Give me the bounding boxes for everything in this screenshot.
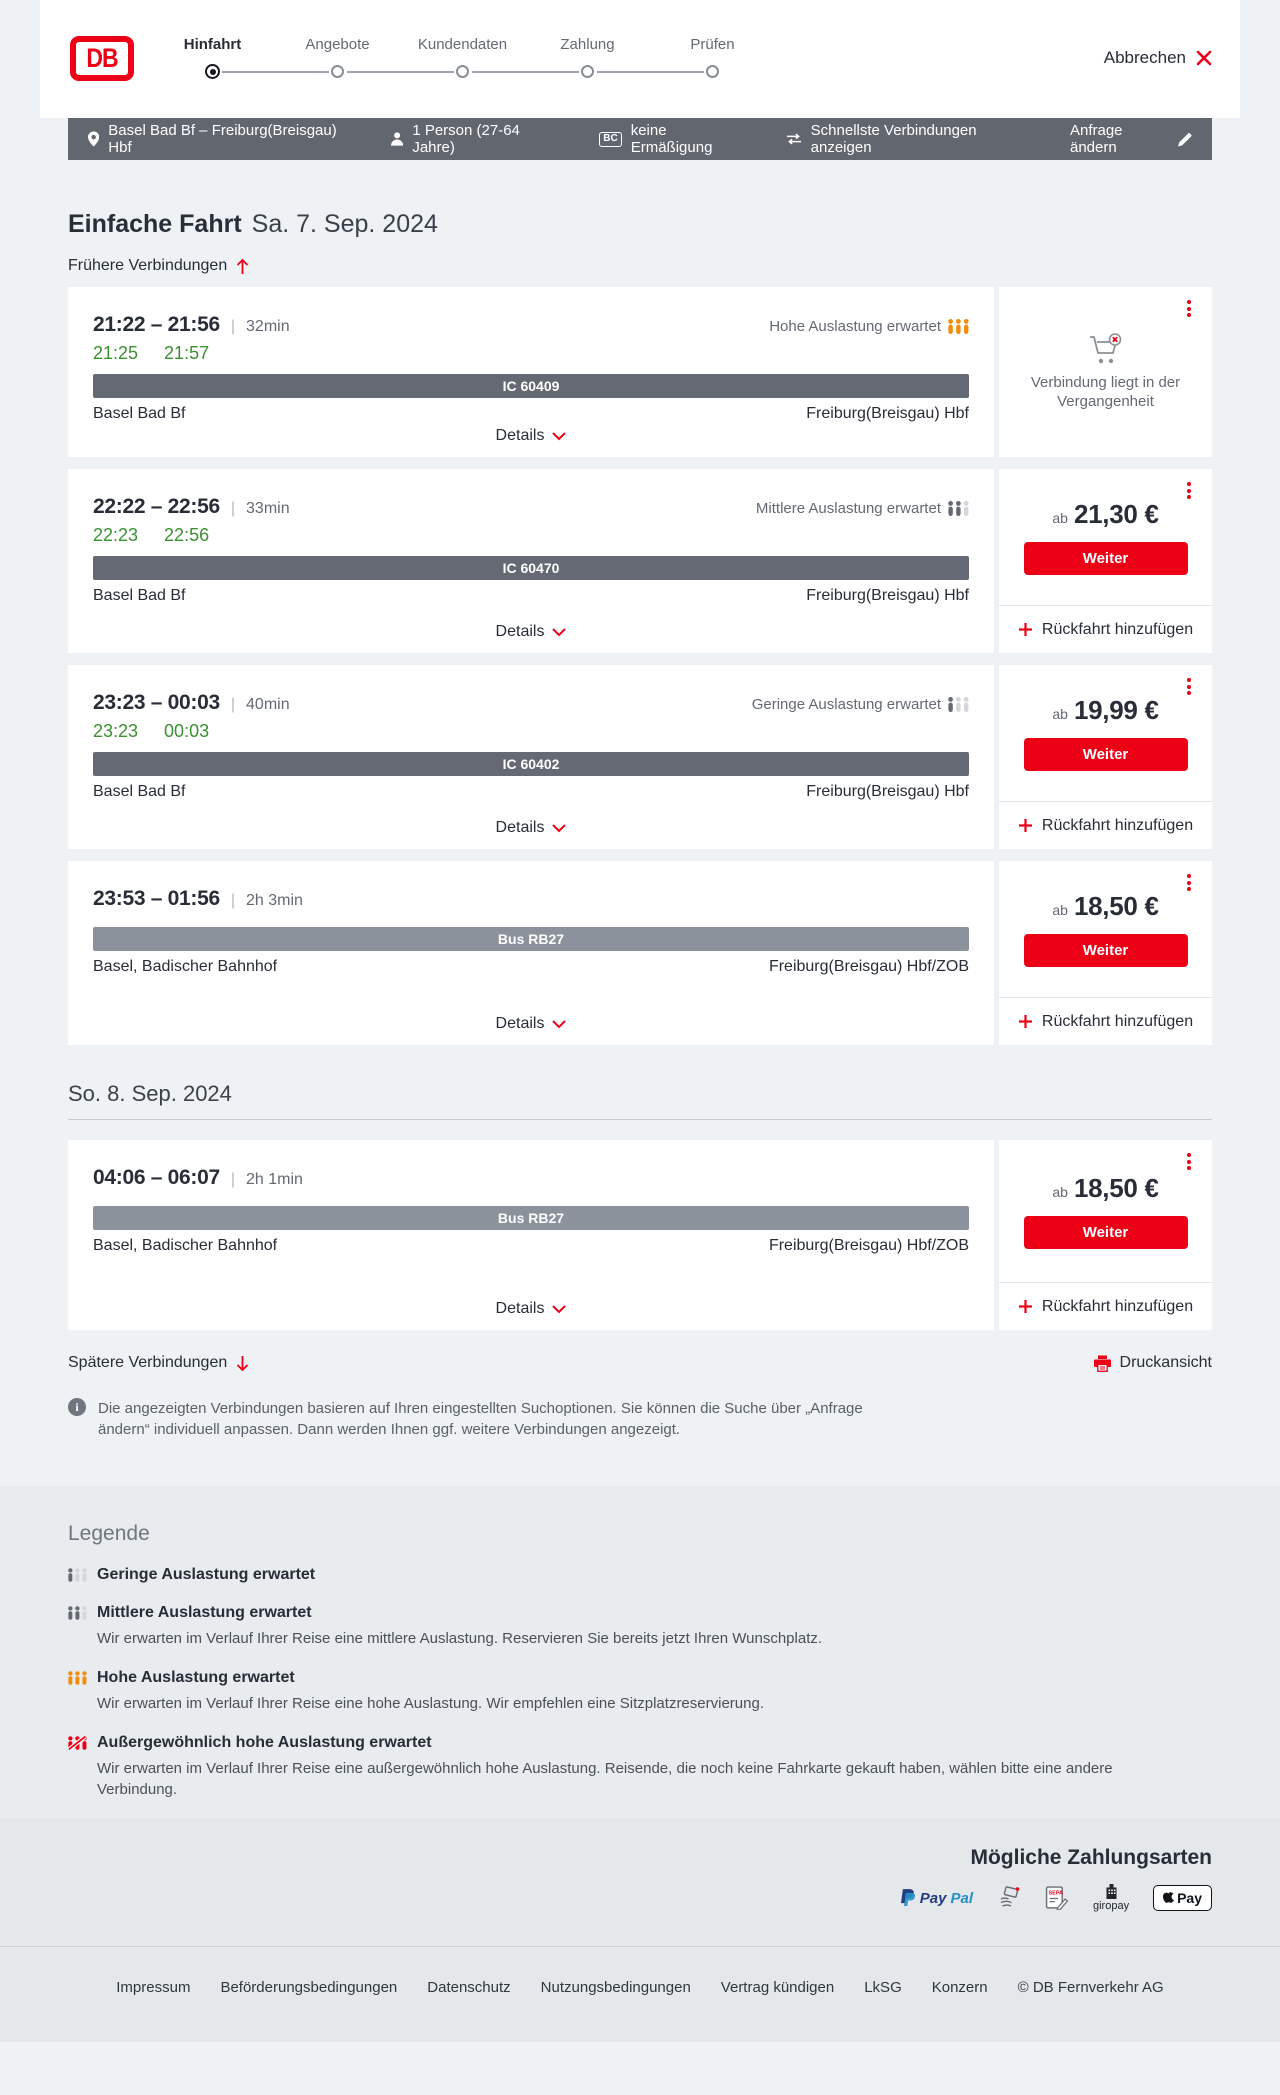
details-label: Details [495, 427, 545, 444]
legend-item-low [68, 1566, 1212, 1584]
chevron-down-icon [552, 432, 566, 441]
occupancy-indicator [756, 500, 969, 517]
apple-pay-badge: Pay [1153, 1885, 1212, 1911]
train-segment-bar[interactable] [93, 752, 969, 776]
bahncard-icon: BC [599, 132, 621, 147]
price-prefix: ab [1052, 706, 1068, 722]
step-hinfahrt[interactable] [150, 36, 275, 79]
connection-card [68, 665, 1212, 849]
occupancy-low-icon [948, 697, 969, 712]
actual-arrival: 21:57 [164, 343, 210, 363]
arrival-station: Freiburg(Breisgau) Hbf [806, 405, 969, 422]
departure-station: Basel Bad Bf [93, 587, 186, 604]
direct-payment-icon [997, 1886, 1021, 1910]
plus-icon [1018, 1014, 1033, 1029]
step-pruefen[interactable] [650, 36, 775, 79]
occupancy-high-icon [68, 1671, 87, 1685]
transfer-arrows-icon [786, 133, 802, 145]
svg-text:SEPA: SEPA [1048, 1890, 1063, 1897]
fastest-text: Schnellste Verbindungen anzeigen [810, 122, 977, 156]
add-return-button[interactable] [999, 1282, 1212, 1330]
abort-label: Abbrechen [1103, 48, 1186, 67]
footer-link-nutzungsbedingungen[interactable]: Nutzungsbedingungen [540, 1979, 691, 1996]
connection-side-panel [999, 469, 1212, 653]
cart-unavailable-icon [1088, 333, 1124, 365]
progress-steps [150, 36, 775, 79]
footer-link-lksg[interactable]: LkSG [864, 1979, 902, 1996]
giropay-icon [1103, 1884, 1120, 1899]
passengers-summary[interactable] [391, 122, 557, 156]
connection-main [68, 665, 994, 849]
legend-title: Legende [68, 1522, 150, 1545]
chevron-down-icon [552, 1020, 566, 1029]
weiter-button[interactable]: Weiter [1024, 738, 1188, 771]
occupancy-medium-icon [948, 501, 969, 516]
close-icon [1196, 50, 1212, 66]
arrival-station: Freiburg(Breisgau) Hbf/ZOB [768, 958, 969, 975]
details-label: Details [495, 623, 545, 640]
price-value: 18,50 € [1073, 1173, 1159, 1203]
occupancy-low-icon [68, 1568, 87, 1582]
change-request-button[interactable] [1070, 122, 1192, 156]
connection-times: 23:23 – 00:03 [93, 691, 220, 714]
db-logo-text: DB [86, 42, 118, 73]
passengers-text: 1 Person (27-64 Jahre) [412, 122, 520, 156]
location-pin-icon [88, 131, 99, 147]
train-number: IC 60409 [502, 378, 560, 394]
legend-item-very-high [68, 1734, 1212, 1752]
add-return-label: Rückfahrt hinzufügen [1041, 1297, 1194, 1315]
occupancy-very-high-icon [68, 1736, 87, 1750]
price-value: 18,50 € [1073, 891, 1159, 921]
connection-duration: 2h 3min [246, 892, 303, 909]
paypal-icon [901, 1889, 916, 1907]
train-number: IC 60402 [502, 756, 560, 772]
chevron-down-icon [552, 628, 566, 637]
bus-segment-bar[interactable] [93, 1206, 969, 1230]
app-header [40, 0, 1240, 118]
occupancy-high-icon [948, 319, 969, 334]
occupancy-label: Geringe Auslastung erwartet [751, 696, 941, 713]
add-return-button[interactable] [999, 605, 1212, 653]
legend-item-description: Wir erwarten im Verlauf Ihrer Reise eine außergewöhnlich hohe Auslastung. Reisende, die noch keine Fahrkarte gekauft haben, wählen bitte eine andere Verbindung. [97, 1760, 1113, 1798]
sepa-direct-debit-icon [1045, 1886, 1069, 1910]
separator: | [230, 696, 236, 713]
step-dot [331, 65, 344, 78]
connection-times: 23:53 – 01:56 [93, 887, 220, 910]
paypal-logo: Pay Pal [901, 1889, 973, 1907]
details-toggle[interactable] [68, 819, 994, 837]
arrival-station: Freiburg(Breisgau) Hbf [806, 587, 969, 604]
step-label: Zahlung [560, 36, 615, 53]
bus-segment-bar[interactable] [93, 927, 969, 951]
apple-icon [1163, 1892, 1174, 1905]
fastest-connections-toggle[interactable] [786, 122, 1028, 156]
step-label: Hinfahrt [183, 36, 242, 53]
info-icon: i [68, 1398, 86, 1416]
chevron-down-icon [552, 824, 566, 833]
connection-side-panel [999, 861, 1212, 1045]
search-summary-bar [68, 118, 1212, 160]
connection-duration: 2h 1min [246, 1171, 303, 1188]
occupancy-indicator [752, 696, 969, 713]
add-return-button[interactable] [999, 801, 1212, 849]
step-label: Kundendaten [417, 36, 508, 53]
plus-icon [1018, 1299, 1033, 1314]
connection-duration: 32min [246, 318, 290, 335]
day-divider [68, 1119, 1212, 1120]
person-icon [391, 132, 403, 146]
departure-station: Basel Bad Bf [93, 405, 186, 422]
legend-item-label: Hohe Auslastung erwartet [97, 1669, 295, 1686]
separator: | [230, 500, 236, 517]
actual-departure: 22:23 [93, 525, 139, 545]
connection-main [68, 469, 994, 653]
price-prefix: ab [1052, 1184, 1068, 1200]
results-area [68, 210, 1212, 1486]
occupancy-indicator [769, 318, 969, 335]
details-label: Details [495, 819, 545, 836]
more-options-button[interactable] [1184, 1150, 1194, 1173]
details-toggle[interactable] [68, 1300, 994, 1318]
actual-arrival: 22:56 [164, 525, 210, 545]
add-return-label: Rückfahrt hinzufügen [1041, 1012, 1194, 1030]
arrival-station: Freiburg(Breisgau) Hbf/ZOB [768, 1237, 969, 1254]
payment-methods-title: Mögliche Zahlungsarten [970, 1846, 1212, 1869]
departure-station: Basel, Badischer Bahnhof [93, 1237, 278, 1254]
connection-side-panel [999, 665, 1212, 849]
actual-departure: 21:25 [93, 343, 139, 363]
add-return-button[interactable] [999, 997, 1212, 1045]
add-return-label: Rückfahrt hinzufügen [1041, 816, 1194, 834]
step-label: Angebote [305, 36, 370, 53]
legend-item-label: Geringe Auslastung erwartet [97, 1566, 316, 1583]
later-connections-link[interactable] [68, 1354, 249, 1372]
connection-times: 22:22 – 22:56 [93, 495, 220, 518]
footer-link-befoerderungsbedingungen[interactable]: Beförderungsbedingungen [220, 1979, 398, 1996]
step-kundendaten[interactable] [400, 36, 525, 79]
print-view-label: Druckansicht [1119, 1354, 1212, 1371]
add-return-label: Rückfahrt hinzufügen [1041, 620, 1194, 638]
more-options-button[interactable] [1184, 297, 1194, 320]
connection-card [68, 469, 1212, 653]
more-options-button[interactable] [1184, 871, 1194, 894]
details-toggle[interactable] [68, 1015, 994, 1033]
legend-item-label: Mittlere Auslastung erwartet [97, 1604, 312, 1621]
legend-item-description: Wir erwarten im Verlauf Ihrer Reise eine hohe Auslastung. Wir empfehlen eine Sitzplatzreservierung. [97, 1695, 764, 1712]
connection-main [68, 1140, 994, 1330]
change-request-label: Anfrage ändern [1069, 122, 1123, 156]
print-view-link[interactable] [1094, 1354, 1212, 1372]
details-toggle[interactable] [68, 427, 994, 445]
plus-icon [1018, 818, 1033, 833]
connection-times: 21:22 – 21:56 [93, 313, 220, 336]
pencil-icon [1178, 132, 1192, 147]
footer-copyright: © DB Fernverkehr AG [1017, 1979, 1164, 1996]
actual-departure: 23:23 [93, 721, 139, 741]
connection-duration: 40min [246, 696, 290, 713]
step-dot-active [205, 64, 220, 79]
separator: | [230, 318, 236, 335]
more-options-button[interactable] [1184, 479, 1194, 502]
legend-item-high [68, 1669, 1212, 1687]
price-value: 21,30 € [1073, 499, 1159, 529]
earlier-connections-link[interactable] [68, 257, 249, 275]
travel-date: Sa. 7. Sep. 2024 [251, 210, 438, 238]
occupancy-label: Hohe Auslastung erwartet [769, 318, 941, 335]
printer-icon [1094, 1355, 1111, 1372]
plus-icon [1018, 622, 1033, 637]
later-connections-label: Spätere Verbindungen [68, 1354, 228, 1371]
footer-link-impressum[interactable]: Impressum [116, 1979, 191, 1996]
more-options-button[interactable] [1184, 675, 1194, 698]
price-prefix: ab [1052, 902, 1068, 918]
legend-item-label: Außergewöhnlich hohe Auslastung erwartet [97, 1734, 432, 1751]
past-connection-notice [1018, 333, 1194, 411]
footer-link-konzern[interactable]: Konzern [931, 1979, 988, 1996]
separator: | [230, 892, 236, 909]
departure-station: Basel, Badischer Bahnhof [93, 958, 278, 975]
weiter-button[interactable]: Weiter [1024, 934, 1188, 967]
abort-button[interactable] [1104, 48, 1212, 68]
info-text: Die angezeigten Verbindungen basieren auf Ihren eingestellten Suchoptionen. Sie können die Suche über „Anfrage ändern“ individuell anpassen. Dann werden Ihnen ggf. weitere Verbindungen angezeigt. [98, 1400, 863, 1438]
train-segment-bar[interactable] [93, 556, 969, 580]
details-label: Details [495, 1015, 545, 1032]
connection-card [68, 861, 1212, 1045]
db-logo [70, 36, 134, 81]
chevron-down-icon [552, 1305, 566, 1314]
past-notice-text: Verbindung liegt in der Vergangenheit [1030, 374, 1181, 410]
journey-type: Einfache Fahrt [68, 210, 242, 238]
giropay-logo: giropay [1093, 1884, 1129, 1912]
arrow-down-icon [236, 1355, 249, 1372]
step-label: Prüfen [690, 36, 735, 53]
weiter-button[interactable]: Weiter [1024, 542, 1188, 575]
earlier-connections-label: Frühere Verbindungen [68, 257, 228, 274]
weiter-button[interactable]: Weiter [1024, 1216, 1188, 1249]
connection-side-panel [999, 287, 1212, 457]
connection-card [68, 287, 1212, 457]
connection-card [68, 1140, 1212, 1330]
step-angebote[interactable] [275, 36, 400, 79]
footer-link-datenschutz[interactable]: Datenschutz [427, 1979, 511, 1996]
occupancy-label: Mittlere Auslastung erwartet [755, 500, 941, 517]
train-number: Bus RB27 [497, 931, 565, 947]
discount-summary[interactable] [599, 122, 743, 156]
results-title [68, 210, 1212, 239]
step-dot [456, 65, 469, 78]
route-text: Basel Bad Bf – Freiburg(Breisgau) Hbf [108, 122, 337, 156]
connection-duration: 33min [246, 500, 290, 517]
page-footer [0, 1946, 1280, 2042]
step-dot [581, 65, 594, 78]
legend-item-description: Wir erwarten im Verlauf Ihrer Reise eine mittlere Auslastung. Reservieren Sie bereits jetzt Ihren Wunschplatz. [97, 1630, 823, 1647]
discount-text: keine Ermäßigung [630, 122, 713, 156]
train-number: Bus RB27 [497, 1210, 565, 1226]
details-toggle[interactable] [68, 623, 994, 641]
step-zahlung[interactable] [525, 36, 650, 79]
route-summary[interactable] [88, 122, 349, 156]
payment-methods-section [0, 1818, 1280, 1946]
details-label: Details [495, 1300, 545, 1317]
train-segment-bar[interactable] [93, 374, 969, 398]
legend-section [0, 1486, 1280, 1818]
step-dot [706, 65, 719, 78]
train-number: IC 60470 [502, 560, 560, 576]
departure-station: Basel Bad Bf [93, 783, 186, 800]
footer-link-vertrag-kuendigen[interactable]: Vertrag kündigen [720, 1979, 835, 1996]
connection-main [68, 287, 994, 457]
legend-item-medium [68, 1604, 1212, 1622]
separator: | [230, 1171, 236, 1188]
arrival-station: Freiburg(Breisgau) Hbf [806, 783, 969, 800]
connection-main [68, 861, 994, 1045]
occupancy-medium-icon [68, 1606, 87, 1620]
connection-side-panel [999, 1140, 1212, 1330]
actual-arrival: 00:03 [164, 721, 210, 741]
connection-times: 04:06 – 06:07 [93, 1166, 220, 1189]
price-prefix: ab [1052, 510, 1068, 526]
second-day-heading: So. 8. Sep. 2024 [68, 1081, 232, 1106]
arrow-up-icon [236, 258, 249, 275]
search-info-note [68, 1398, 1212, 1486]
price-value: 19,99 € [1073, 695, 1159, 725]
